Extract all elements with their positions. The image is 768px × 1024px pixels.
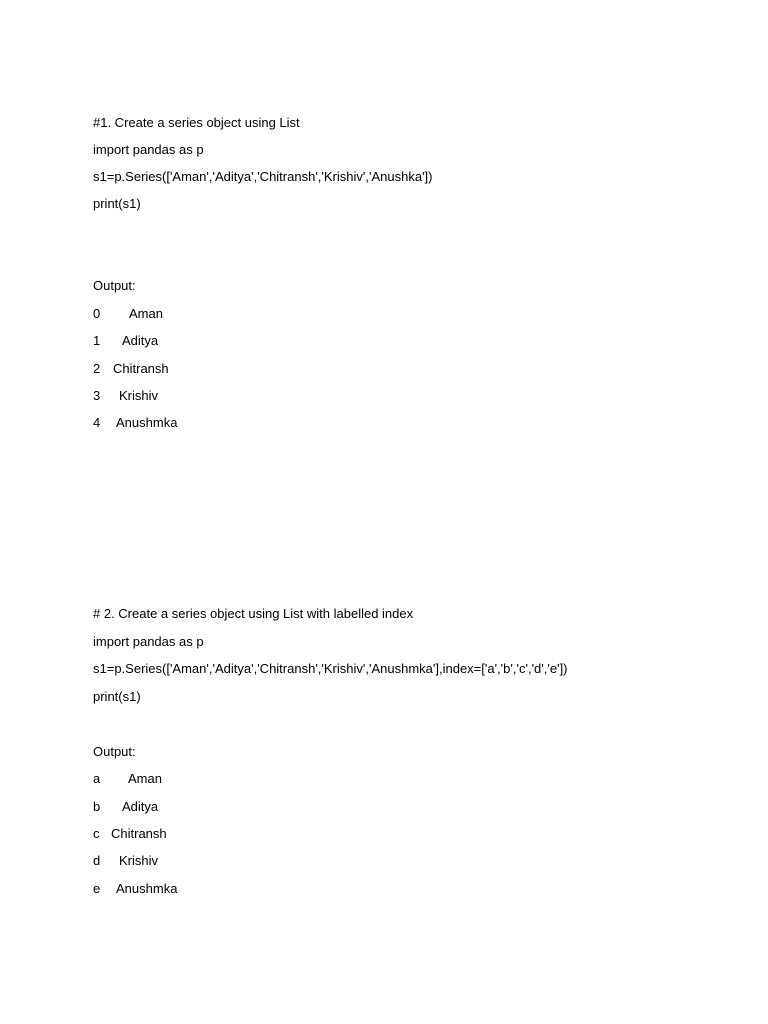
section2-output-row xyxy=(93,771,162,787)
output-index: 0 xyxy=(93,306,101,321)
output-value: Krishiv xyxy=(119,388,159,403)
section2-output-row xyxy=(93,881,178,897)
section2-output-row xyxy=(93,826,167,842)
output-index: c xyxy=(93,826,100,841)
output-value: Aman xyxy=(128,771,162,786)
section1-output-row xyxy=(93,306,163,322)
output-index: 4 xyxy=(93,415,101,430)
section2-output-label: Output: xyxy=(93,744,136,759)
section1-output-label: Output: xyxy=(93,278,136,293)
output-value: Aman xyxy=(129,306,163,321)
output-index: a xyxy=(93,771,101,786)
output-value: Aditya xyxy=(122,799,159,814)
output-value: Chitransh xyxy=(111,826,167,841)
output-value: Aditya xyxy=(122,333,159,348)
section2-output-row xyxy=(93,799,159,815)
output-index: d xyxy=(93,853,101,868)
section1-output-row xyxy=(93,361,169,377)
output-value: Anushmka xyxy=(116,415,178,430)
section2-code-line-3: print(s1) xyxy=(93,689,141,704)
section1-output-row xyxy=(93,333,159,349)
section1-code-line-2: s1=p.Series(['Aman','Aditya','Chitransh','Krishiv','Anushka']) xyxy=(93,169,433,184)
output-value: Chitransh xyxy=(113,361,169,376)
section1-output-row xyxy=(93,388,159,404)
output-index: 3 xyxy=(93,388,101,403)
section2-code-line-1: import pandas as p xyxy=(93,634,204,649)
output-value: Krishiv xyxy=(119,853,159,868)
section1-output-row xyxy=(93,415,178,431)
output-index: b xyxy=(93,799,101,814)
output-index: 1 xyxy=(93,333,101,348)
output-index: 2 xyxy=(93,361,101,376)
section2-output-row xyxy=(93,853,159,869)
section1-code-line-3: print(s1) xyxy=(93,196,141,211)
section1-code-line-1: import pandas as p xyxy=(93,142,204,157)
section2-heading: # 2. Create a series object using List with labelled index xyxy=(93,606,414,621)
section1-heading: #1. Create a series object using List xyxy=(93,115,300,130)
output-index: e xyxy=(93,881,101,896)
output-value: Anushmka xyxy=(116,881,178,896)
section2-code-line-2: s1=p.Series(['Aman','Aditya','Chitransh','Krishiv','Anushmka'],index=['a','b','c','d','e']) xyxy=(93,661,568,676)
